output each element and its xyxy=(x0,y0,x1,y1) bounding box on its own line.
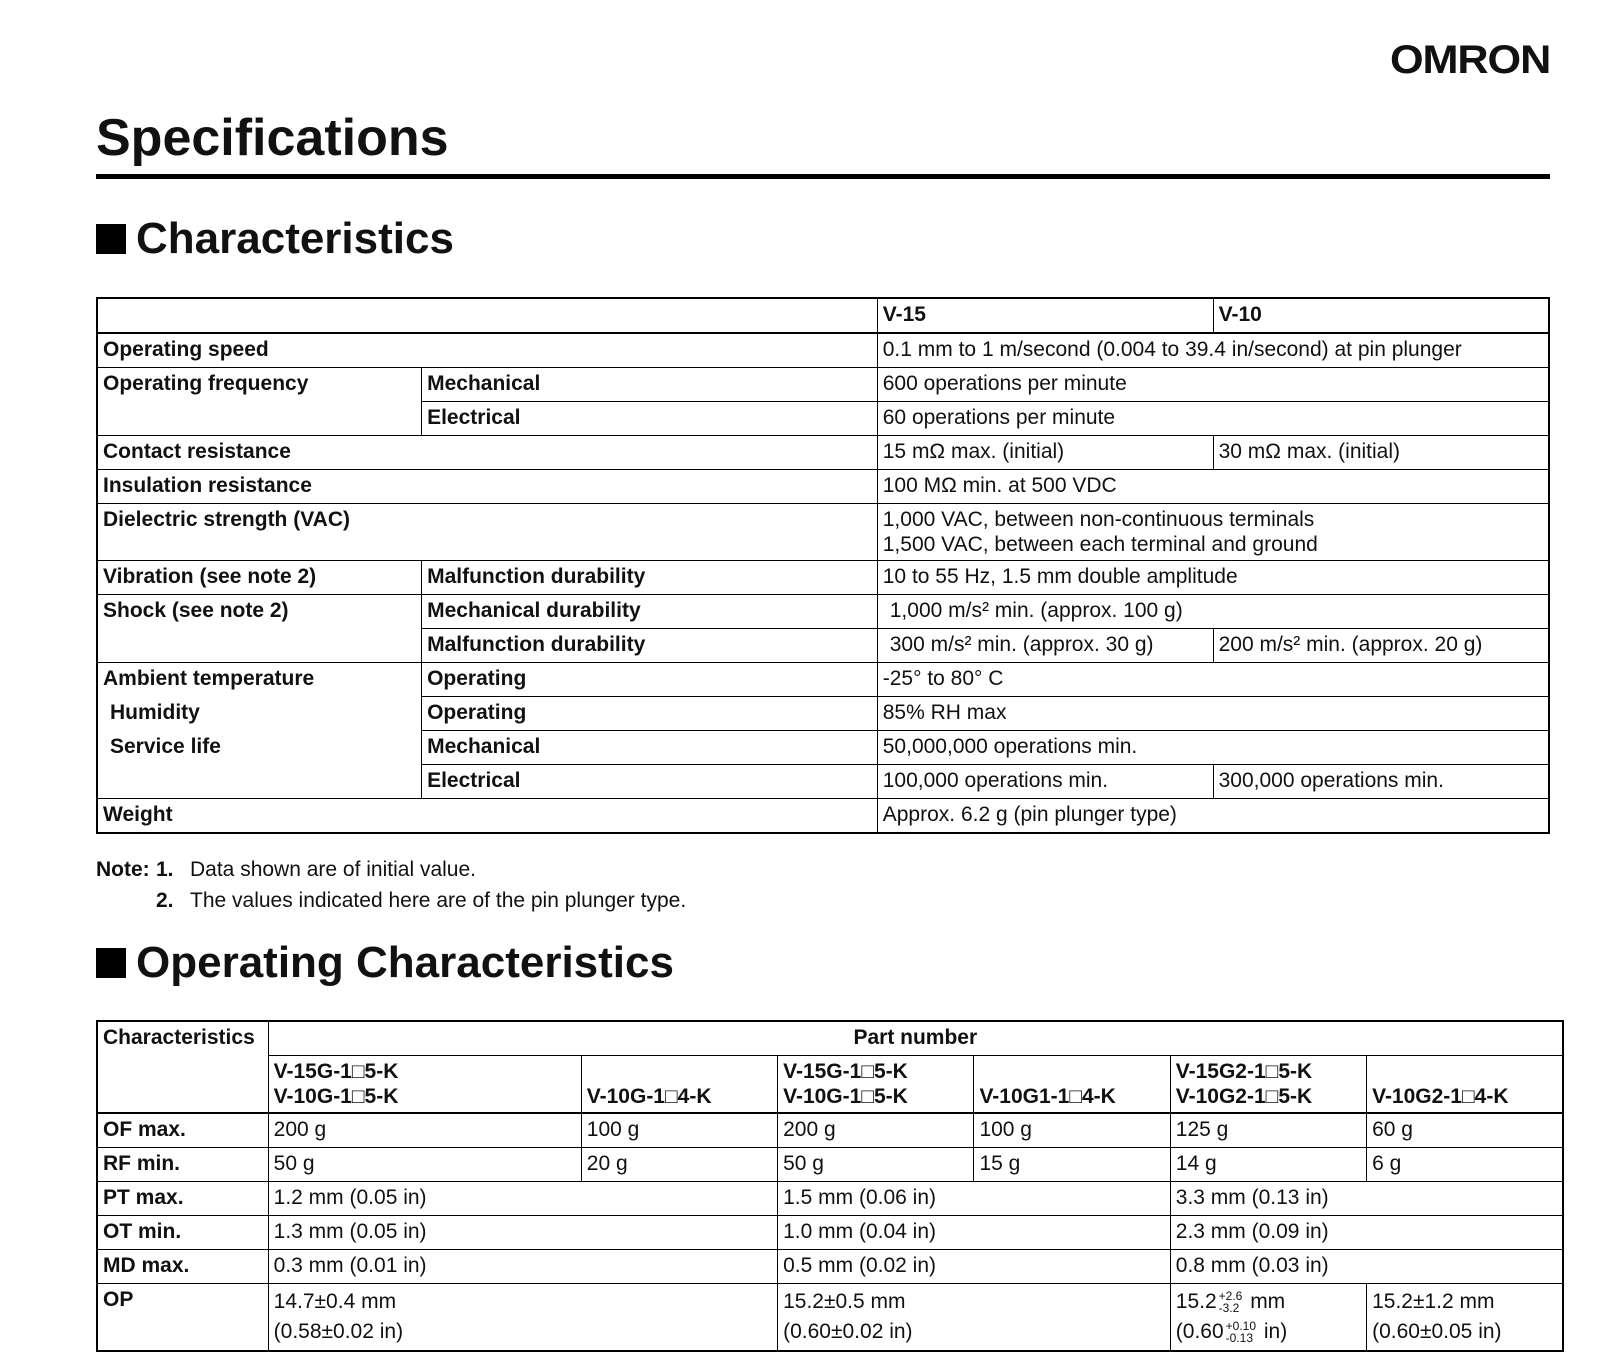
part-number: V-10G1-1□4-K xyxy=(979,1085,1116,1108)
row-value: Approx. 6.2 g (pin plunger type) xyxy=(877,799,1549,834)
table-cell xyxy=(1170,1284,1366,1352)
op-value-line: 14.7±0.4 mm xyxy=(273,1290,397,1313)
note-prefix: Note: xyxy=(96,858,150,881)
row-value xyxy=(877,504,1549,561)
part-number: V-15G-1□5-K xyxy=(783,1060,908,1083)
table-cell: 50 g xyxy=(268,1148,581,1182)
op-unit: mm xyxy=(1250,1290,1286,1313)
table-row xyxy=(97,436,1549,470)
part-number: V-10G-1□5-K xyxy=(783,1085,908,1108)
table-cell: 0.8 mm (0.03 in) xyxy=(1170,1250,1563,1284)
row-label: Vibration (see note 2) xyxy=(97,561,422,595)
op-value-line: (0.60±0.02 in) xyxy=(783,1320,913,1343)
row-label: Ambient temperature xyxy=(97,663,422,697)
row-value-v10: 300,000 operations min. xyxy=(1213,765,1549,799)
op-tolerance xyxy=(1226,1320,1256,1344)
table-row xyxy=(97,1250,1563,1284)
row-value: 60 operations per minute xyxy=(877,402,1549,436)
row-label: PT max. xyxy=(97,1182,268,1216)
table-row xyxy=(97,697,1549,731)
table-row xyxy=(97,663,1549,697)
op-value-line xyxy=(1176,1317,1361,1347)
dielectric-line-1: 1,000 VAC, between non-continuous terminals xyxy=(882,508,1315,531)
table-cell: 0.3 mm (0.01 in) xyxy=(268,1250,777,1284)
note-1-text: Data shown are of initial value. xyxy=(190,858,476,881)
part-number-cell xyxy=(778,1056,974,1114)
note-2-text: The values indicated here are of the pin plunger type. xyxy=(190,889,687,912)
table-cell: 20 g xyxy=(581,1148,777,1182)
row-value: 10 to 55 Hz, 1.5 mm double amplitude xyxy=(877,561,1549,595)
table-cell: 125 g xyxy=(1170,1113,1366,1148)
note-2 xyxy=(96,885,686,916)
op-unit: in) xyxy=(1263,1320,1288,1343)
note-2-number: 2. xyxy=(156,889,174,912)
table-cell: 100 g xyxy=(581,1113,777,1148)
row-sublabel: Electrical xyxy=(422,765,878,799)
table-row xyxy=(97,368,1549,402)
table-cell xyxy=(1367,1284,1563,1352)
part-number: V-15G-1□5-K xyxy=(273,1060,399,1083)
table-cell: 3.3 mm (0.13 in) xyxy=(1170,1182,1563,1216)
table-row xyxy=(97,731,1549,765)
table-row xyxy=(97,333,1549,368)
part-numbers-row xyxy=(97,1056,1563,1114)
row-value-v15: 300 m/s² min. (approx. 30 g) xyxy=(877,629,1213,663)
row-sublabel: Operating xyxy=(422,663,878,697)
table-row xyxy=(97,504,1549,561)
row-label: Weight xyxy=(97,799,877,834)
row-label: RF min. xyxy=(97,1148,268,1182)
characteristics-table xyxy=(96,297,1550,834)
row-label: Operating speed xyxy=(97,333,877,368)
part-number-cell xyxy=(1170,1056,1366,1114)
row-label: OP xyxy=(97,1284,268,1352)
tolerance-up: +2.6 xyxy=(1218,1289,1243,1304)
table-row xyxy=(97,1113,1563,1148)
row-sublabel: Mechanical durability xyxy=(422,595,878,629)
table-row xyxy=(97,1284,1563,1352)
part-number: V-10G2-1□4-K xyxy=(1372,1085,1509,1108)
char-header: Characteristics xyxy=(97,1021,268,1113)
table-cell: 200 g xyxy=(778,1113,974,1148)
header-v10: V-10 xyxy=(1213,298,1549,333)
note-1-number: 1. xyxy=(156,858,174,881)
table-row xyxy=(97,595,1549,629)
table-cell: 2.3 mm (0.09 in) xyxy=(1170,1216,1563,1250)
table-row xyxy=(97,402,1549,436)
row-value: 0.1 mm to 1 m/second (0.004 to 39.4 in/second) at pin plunger xyxy=(877,333,1549,368)
table-row xyxy=(97,799,1549,834)
row-label: OF max. xyxy=(97,1113,268,1148)
part-number: V-10G-1□5-K xyxy=(273,1085,399,1108)
row-value: 1,000 m/s² min. (approx. 100 g) xyxy=(877,595,1549,629)
table-cell: 1.5 mm (0.06 in) xyxy=(778,1182,1171,1216)
row-sublabel: Electrical xyxy=(422,402,878,436)
row-sublabel: Mechanical xyxy=(422,731,878,765)
row-label: OT min. xyxy=(97,1216,268,1250)
part-number: V-10G2-1□5-K xyxy=(1175,1085,1313,1108)
table-cell: 200 g xyxy=(268,1113,581,1148)
part-number-cell xyxy=(581,1056,777,1114)
table-cell: 0.5 mm (0.02 in) xyxy=(778,1250,1171,1284)
tolerance-down: -0.13 xyxy=(1225,1331,1253,1346)
row-value: 600 operations per minute xyxy=(877,368,1549,402)
row-value: -25° to 80° C xyxy=(877,663,1549,697)
tolerance-up: +0.10 xyxy=(1225,1319,1257,1334)
part-number-cell xyxy=(974,1056,1170,1114)
row-value: 50,000,000 operations min. xyxy=(877,731,1549,765)
section-characteristics xyxy=(96,214,454,264)
op-value-line: (0.58±0.02 in) xyxy=(273,1320,404,1343)
part-number-cell xyxy=(268,1056,581,1114)
table-header-row xyxy=(97,298,1549,333)
op-value-line: 15.2±1.2 mm xyxy=(1372,1290,1495,1313)
note-indent xyxy=(96,885,156,916)
row-sublabel: Operating xyxy=(422,697,878,731)
table-cell: 6 g xyxy=(1367,1148,1563,1182)
square-bullet-icon xyxy=(96,224,126,254)
row-label: Contact resistance xyxy=(97,436,877,470)
row-sublabel: Malfunction durability xyxy=(422,629,878,663)
table-cell: 15 g xyxy=(974,1148,1170,1182)
header-v15: V-15 xyxy=(877,298,1213,333)
section-operating-characteristics xyxy=(96,938,674,988)
table-cell: 1.2 mm (0.05 in) xyxy=(268,1182,777,1216)
row-label: Shock (see note 2) xyxy=(97,595,422,629)
row-sublabel: Malfunction durability xyxy=(422,561,878,595)
row-value: 85% RH max xyxy=(877,697,1549,731)
table-cell: 60 g xyxy=(1367,1113,1563,1148)
op-tolerance xyxy=(1219,1290,1243,1314)
page-title: Specifications xyxy=(96,109,449,167)
row-label-empty xyxy=(97,402,422,436)
notes xyxy=(96,854,686,916)
tolerance-down: -3.2 xyxy=(1218,1301,1240,1316)
row-value-v10: 30 mΩ max. (initial) xyxy=(1213,436,1549,470)
part-number: V-10G-1□4-K xyxy=(586,1085,712,1108)
table-cell xyxy=(778,1284,1171,1352)
dielectric-line-2: 1,500 VAC, between each terminal and ground xyxy=(882,533,1318,556)
row-label: Humidity xyxy=(97,697,422,731)
row-value-v15: 15 mΩ max. (initial) xyxy=(877,436,1213,470)
part-number-header: Part number xyxy=(268,1021,1563,1056)
row-label: Dielectric strength (VAC) xyxy=(97,504,877,561)
table-row xyxy=(97,470,1549,504)
table-row xyxy=(97,1216,1563,1250)
table-cell: 50 g xyxy=(778,1148,974,1182)
section-characteristics-title: Characteristics xyxy=(136,214,454,263)
row-sublabel: Mechanical xyxy=(422,368,878,402)
part-number-cell xyxy=(1367,1056,1563,1114)
op-value-line: 15.2±0.5 mm xyxy=(783,1290,906,1313)
row-label-empty xyxy=(97,629,422,663)
section-operating-title: Operating Characteristics xyxy=(136,938,674,987)
table-row xyxy=(97,765,1549,799)
row-value-v10: 200 m/s² min. (approx. 20 g) xyxy=(1213,629,1549,663)
title-rule xyxy=(96,174,1550,179)
table-header-row xyxy=(97,1021,1563,1056)
op-base: (0.60 xyxy=(1175,1320,1224,1343)
table-cell: 1.0 mm (0.04 in) xyxy=(778,1216,1171,1250)
row-label: MD max. xyxy=(97,1250,268,1284)
square-bullet-icon xyxy=(96,948,126,978)
op-base: 15.2 xyxy=(1175,1290,1217,1313)
row-value: 100 MΩ min. at 500 VDC xyxy=(877,470,1549,504)
table-cell: 1.3 mm (0.05 in) xyxy=(268,1216,777,1250)
table-cell: 14 g xyxy=(1170,1148,1366,1182)
table-row xyxy=(97,1182,1563,1216)
table-row xyxy=(97,1148,1563,1182)
row-label-empty xyxy=(97,765,422,799)
operating-characteristics-table xyxy=(96,1020,1564,1352)
omron-logo: OMRON xyxy=(1390,38,1551,82)
table-cell xyxy=(268,1284,777,1352)
row-label: Service life xyxy=(97,731,422,765)
table-cell: 100 g xyxy=(974,1113,1170,1148)
part-number: V-15G2-1□5-K xyxy=(1175,1060,1313,1083)
row-label: Insulation resistance xyxy=(97,470,877,504)
header-empty-cell xyxy=(97,298,877,333)
op-value-line xyxy=(1176,1287,1361,1317)
row-label: Operating frequency xyxy=(97,368,422,402)
note-1 xyxy=(96,854,686,885)
table-row xyxy=(97,629,1549,663)
table-row xyxy=(97,561,1549,595)
op-value-line: (0.60±0.05 in) xyxy=(1372,1320,1502,1343)
row-value-v15: 100,000 operations min. xyxy=(877,765,1213,799)
